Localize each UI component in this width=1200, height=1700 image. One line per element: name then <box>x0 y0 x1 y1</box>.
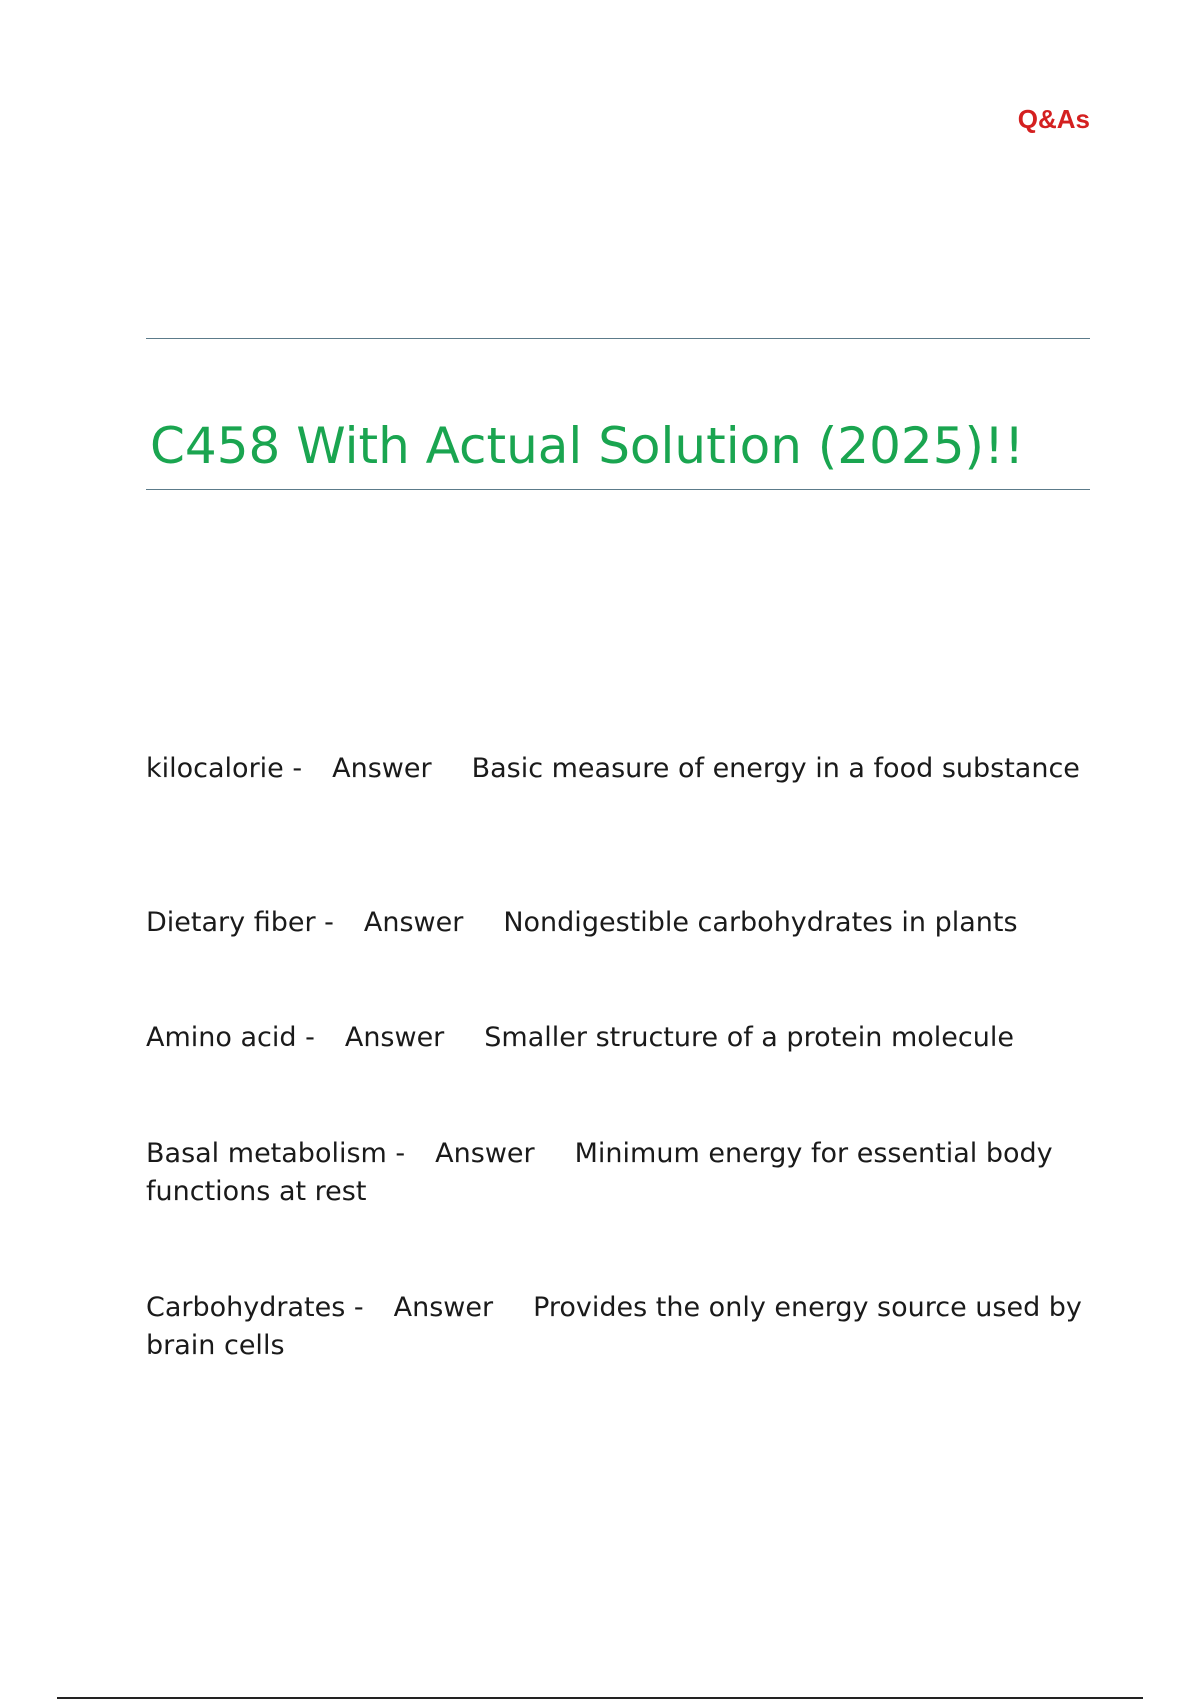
qa-item <box>146 1135 1090 1211</box>
qa-answer-label: Answer <box>435 1138 535 1169</box>
qa-term: Amino acid - <box>146 1022 315 1053</box>
qa-answer-label: Answer <box>344 1022 445 1053</box>
footer-rule <box>57 1697 1143 1699</box>
qa-answer-label: Answer <box>363 907 464 938</box>
qa-term: Carbohydrates - <box>146 1292 364 1323</box>
qa-answer-label: Answer <box>332 753 432 784</box>
qa-answer-label: Answer <box>393 1292 494 1323</box>
qa-item <box>146 750 1090 788</box>
qa-term: kilocalorie - <box>146 753 303 784</box>
document-title: C458 With Actual Solution (2025)!! <box>150 417 1025 475</box>
qa-answer-text: Minimum energy for essential body functions at rest <box>146 1138 1053 1207</box>
qa-term: Basal metabolism - <box>146 1138 406 1169</box>
qa-answer-text: Provides the only energy source used by brain cells <box>146 1292 1082 1361</box>
qa-item <box>146 904 1090 942</box>
qa-item <box>146 1289 1090 1365</box>
qa-item <box>146 1019 1090 1057</box>
qa-answer-text: Smaller structure of a protein molecule <box>484 1022 1014 1053</box>
header-tag: Q&As <box>1017 104 1090 134</box>
qa-answer-text: Basic measure of energy in a food substance <box>471 753 1080 784</box>
qa-answer-text: Nondigestible carbohydrates in plants <box>503 907 1018 938</box>
qa-term: Dietary fiber - <box>146 907 334 938</box>
